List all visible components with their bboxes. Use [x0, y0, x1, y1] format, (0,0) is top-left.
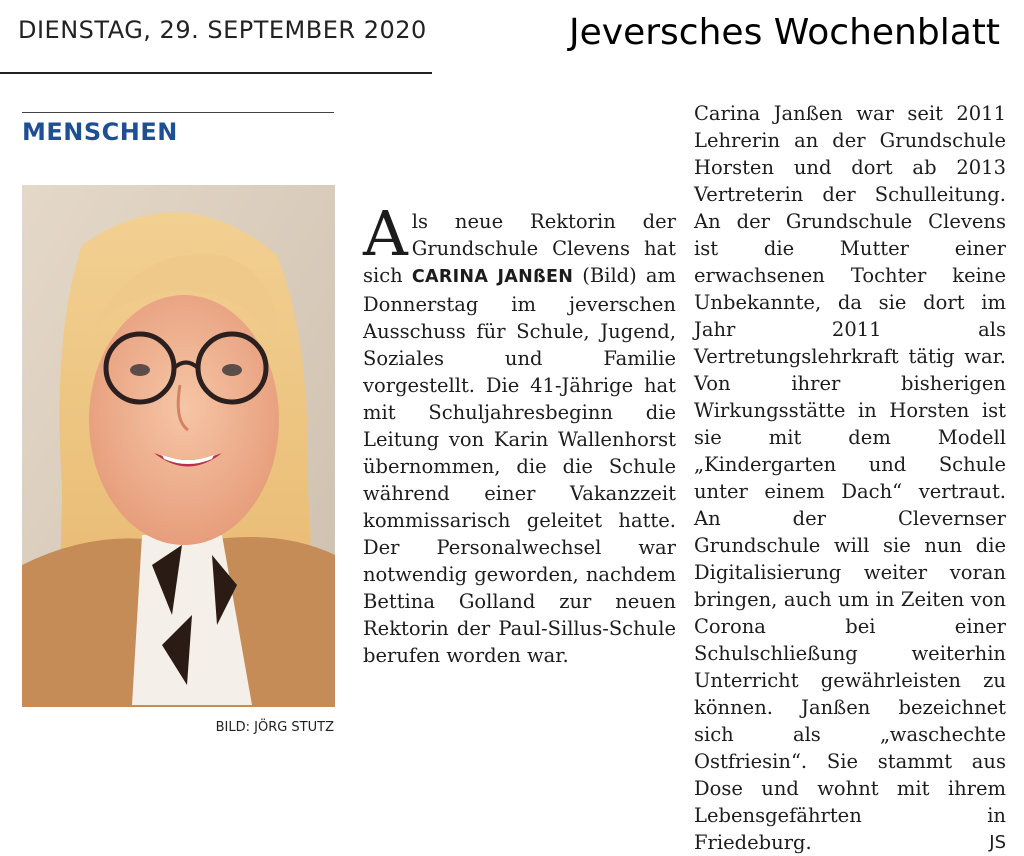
portrait-photo	[22, 185, 335, 707]
article-column-2	[694, 100, 1006, 856]
section-rule	[22, 112, 334, 113]
drop-cap: A	[363, 197, 408, 270]
person-name: CARINA JANßEN	[411, 267, 574, 287]
photo-credit: BILD: JÖRG STUTZ	[215, 720, 334, 735]
date-line: DIENSTAG, 29. SEPTEMBER 2020	[18, 16, 427, 44]
author-signature: JS	[989, 832, 1006, 853]
section-title: MENSCHEN	[22, 118, 178, 146]
article-intro: ls neue Rektorin der Grundschule Clevens hat sich	[363, 210, 676, 287]
article-body-1: (Bild) am Donnerstag im jeverschen Ausschuss für Schule, Jugend, Soziales und Familie vorgestellt. Die 41-Jährige hat mit Schuljahresbeginn die Leitung von Karin Wallenhorst übernommen, die die Schule während einer Vakanzzeit kommissarisch geleitet hatte. Der Personalwechsel war notwendig geworden, nachdem Bettina Golland zur neuen Rektorin der Paul-Sillus-Schule berufen worden war.	[363, 264, 676, 667]
article-column-1	[363, 197, 676, 669]
article-body-2: Carina Janßen war seit 2011 Lehrerin an der Grundschule Horsten und dort ab 2013 Vertreterin der Schulleitung. An der Grundschule Clevens ist die Mutter einer erwachsenen Tochter keine Unbekannte, da sie dort im Jahr 2011 als Vertretungslehrkraft tätig war. Von ihrer bisherigen Wirkungsstätte in Horsten ist sie mit dem Modell „Kindergarten und Schule unter einem Dach“ vertraut. An der Clevernser Grundschule will sie nun die Digitalisierung weiter voran bringen, auch um in Zeiten von Corona bei einer Schulschließung weiterhin Unterricht gewährleisten zu können. Janßen bezeichnet sich als „waschechte Ostfriesin“. Sie stammt aus Dose und wohnt mit ihrem Lebensgefährten in Friedeburg.	[694, 102, 1006, 854]
publication-name: Jeversches Wochenblatt	[569, 12, 1000, 53]
header-rule	[0, 72, 432, 74]
portrait-illustration	[22, 185, 335, 707]
